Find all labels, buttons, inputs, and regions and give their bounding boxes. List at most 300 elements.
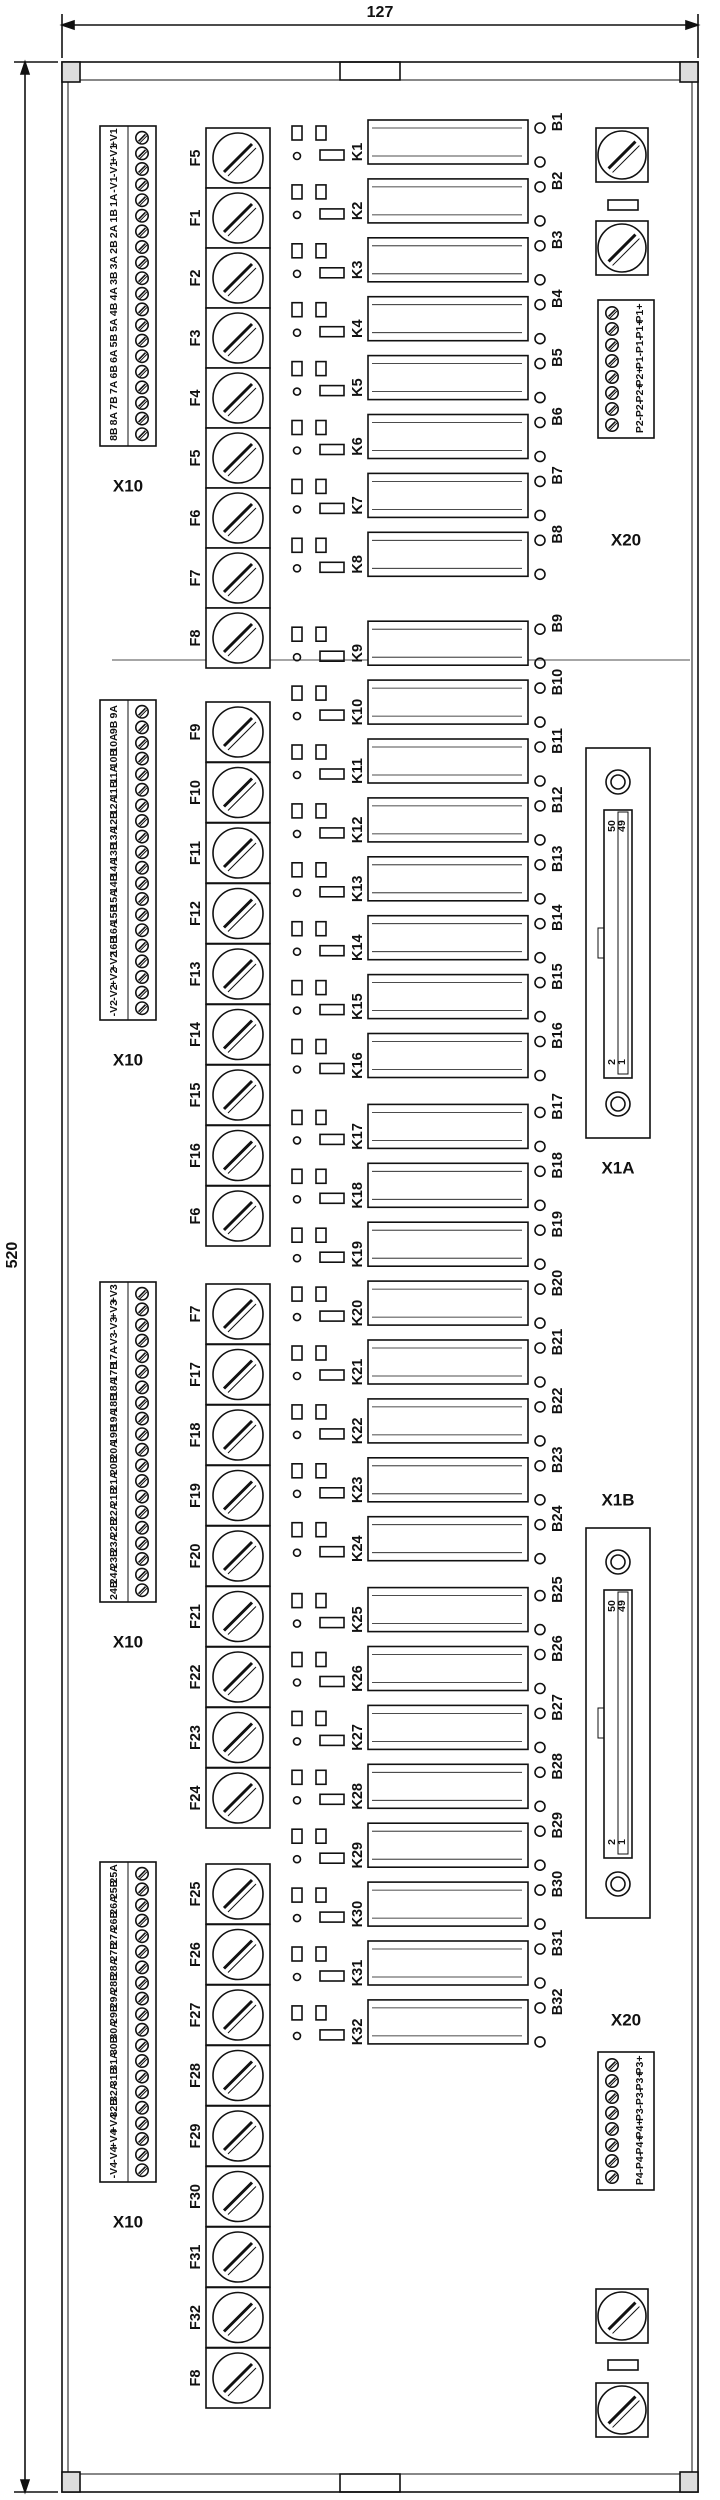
led-indicator-icon	[535, 1826, 545, 1836]
led-indicator-icon	[535, 182, 545, 192]
terminal-label: 5B	[108, 333, 120, 348]
diode-component	[292, 1110, 302, 1124]
terminal-block-title: X10	[112, 476, 144, 496]
diode-component	[292, 1169, 302, 1183]
relay-label: K11	[350, 758, 366, 784]
contact-dot-icon	[294, 1255, 301, 1262]
terminal-screw-icon	[606, 307, 618, 319]
contact-dot-icon	[294, 329, 301, 336]
relay-label: K19	[350, 1240, 366, 1268]
resistor-component	[320, 268, 344, 278]
relay-body	[368, 1034, 528, 1078]
diode-component	[292, 1947, 302, 1961]
relay-channel	[292, 669, 566, 727]
relay-channel	[292, 963, 566, 1021]
relay-body	[368, 975, 528, 1019]
diode-component	[316, 1947, 326, 1961]
relay-channel	[292, 1576, 566, 1634]
fuse-label: F5	[188, 449, 204, 467]
relay-label: K2	[350, 201, 366, 221]
led-indicator-icon	[535, 476, 545, 486]
terminal-screw-icon	[136, 1303, 148, 1315]
relay-label: K25	[350, 1606, 366, 1633]
terminal-block-title: X10	[112, 2212, 144, 2232]
fuse-label: F19	[188, 1483, 204, 1508]
x20-terminal-label: P1-	[634, 336, 646, 354]
fuse-holder	[188, 1864, 270, 1924]
relay-channel	[292, 1930, 566, 1988]
led-indicator-icon	[535, 1166, 545, 1176]
led-label: B30	[550, 1870, 566, 1898]
relay-body	[368, 415, 528, 459]
terminal-label: 4A	[108, 287, 120, 301]
terminal-label: 20A	[108, 1440, 120, 1460]
fuse-label: F22	[188, 1664, 204, 1690]
terminal-screw-icon	[136, 2102, 148, 2114]
contact-dot-icon	[294, 1373, 301, 1380]
fuse-holder	[188, 308, 270, 368]
fuse-screw-cap-icon	[213, 1010, 263, 1060]
led-indicator-icon	[535, 452, 545, 462]
resistor-component	[320, 503, 344, 513]
terminal-screw-icon	[136, 1992, 148, 2004]
led-indicator-icon	[535, 624, 545, 634]
terminal-screw-icon	[136, 2164, 148, 2176]
led-indicator-icon	[535, 1684, 545, 1694]
relay-label: K10	[350, 698, 366, 726]
relay-channel	[292, 1329, 566, 1387]
terminal-screw-icon	[136, 2055, 148, 2067]
diode-component	[292, 686, 302, 700]
x20-terminal-label: P1+	[634, 319, 646, 339]
terminal-screw-icon	[136, 971, 148, 983]
fuse-holder	[188, 128, 270, 188]
fuse-label: F10	[188, 780, 204, 805]
terminal-screw-icon	[606, 2155, 618, 2167]
fuse-label: F30	[188, 2184, 204, 2209]
led-label: B24	[550, 1505, 566, 1533]
fuse-label: F12	[188, 901, 204, 926]
x20-terminal-label: P3+	[634, 2055, 646, 2075]
fuse-screw-cap-icon	[213, 2353, 263, 2403]
terminal-label: -V2	[108, 984, 120, 1001]
contact-dot-icon	[294, 388, 301, 395]
diode-component	[316, 1110, 326, 1124]
relay-body	[368, 2000, 528, 2044]
x20-terminal-label: P4-	[634, 2152, 646, 2170]
relay-label: K32	[350, 2018, 366, 2046]
terminal-label: 17A	[108, 1346, 120, 1366]
fuse-holder	[188, 608, 270, 668]
fuse-screw-cap-icon	[213, 889, 263, 939]
terminal-block-x10-2	[100, 700, 156, 1070]
relay-channel	[292, 1093, 566, 1151]
terminal-label: 22B	[108, 1518, 120, 1538]
led-indicator-icon	[535, 742, 545, 752]
contact-dot-icon	[294, 1738, 301, 1745]
terminal-label: 20B	[108, 1455, 120, 1476]
terminal-screw-icon	[606, 323, 618, 335]
diode-component	[292, 1346, 302, 1360]
fuse-screw-cap-icon	[213, 1930, 263, 1980]
resistor-component	[320, 1005, 344, 1015]
resistor-component	[320, 327, 344, 337]
terminal-label: 2B	[108, 240, 120, 254]
fuse-screw-cap-icon	[213, 1713, 263, 1763]
relay-body	[368, 1222, 528, 1266]
relay-channel	[292, 1152, 566, 1210]
terminal-label: 10B	[108, 748, 120, 769]
led-indicator-icon	[535, 683, 545, 693]
resistor-component	[320, 2030, 344, 2040]
terminal-screw-icon	[136, 1930, 148, 1942]
terminal-label: 21A	[108, 1471, 120, 1491]
led-indicator-icon	[535, 1520, 545, 1530]
fuse-holder	[188, 823, 270, 883]
terminal-screw-icon	[136, 194, 148, 206]
led-indicator-icon	[535, 418, 545, 428]
terminal-block-x10-3	[100, 1282, 156, 1652]
terminal-label: 19B	[108, 1424, 120, 1444]
fuse-label: F26	[188, 1942, 204, 1967]
terminal-screw-icon	[606, 2107, 618, 2119]
connector-x1b-title: X1B	[601, 1490, 635, 1510]
relay-label: K29	[350, 1841, 366, 1869]
relay-body	[368, 680, 528, 724]
terminal-label: 17B	[108, 1362, 120, 1382]
led-indicator-icon	[535, 1495, 545, 1505]
diode-component	[316, 2006, 326, 2020]
led-indicator-icon	[535, 1402, 545, 1412]
diode-component	[316, 686, 326, 700]
terminal-screw-icon	[606, 355, 618, 367]
fuse-screw-cap-icon	[213, 1191, 263, 1241]
resistor-component	[320, 1488, 344, 1498]
relay-body	[368, 1588, 528, 1632]
contact-dot-icon	[294, 1797, 301, 1804]
terminal-label: 2A	[108, 224, 120, 239]
potentiometer-icon	[598, 131, 646, 179]
terminal-label: 28B	[108, 1973, 120, 1993]
diode-component	[316, 922, 326, 936]
relay-body	[368, 1458, 528, 1502]
relay-body	[368, 1399, 528, 1443]
terminal-block-x10-1	[100, 126, 156, 496]
relay-channel	[292, 1505, 566, 1563]
x20-terminal-label: P3-	[634, 2088, 646, 2106]
terminal-screw-icon	[136, 132, 148, 144]
pin-label: 1	[616, 1059, 628, 1065]
led-label: B5	[550, 348, 566, 367]
led-indicator-icon	[535, 535, 545, 545]
terminal-label: 13B	[108, 842, 120, 862]
terminal-label: 30A	[108, 2020, 120, 2040]
fuse-screw-cap-icon	[213, 1410, 263, 1460]
contact-dot-icon	[294, 889, 301, 896]
resistor-component	[320, 1429, 344, 1439]
relay-channel	[292, 1694, 566, 1752]
terminal-screw-icon	[136, 1334, 148, 1346]
terminal-screw-icon	[136, 1366, 148, 1378]
x20-bottom	[596, 2011, 654, 2438]
terminal-screw-icon	[606, 2139, 618, 2151]
fuse-holder	[188, 1708, 270, 1768]
diode-component	[316, 1711, 326, 1725]
led-label: B4	[550, 289, 566, 308]
terminal-label: 4B	[108, 302, 120, 317]
resistor-component	[320, 769, 344, 779]
fuse-holder	[188, 1345, 270, 1405]
relay-channel	[292, 1446, 566, 1504]
led-label: B31	[550, 1929, 566, 1957]
diode-component	[292, 1770, 302, 1784]
led-indicator-icon	[535, 1885, 545, 1895]
led-indicator-icon	[535, 1650, 545, 1660]
resistor-component	[320, 386, 344, 396]
led-indicator-icon	[535, 1037, 545, 1047]
led-indicator-icon	[535, 1767, 545, 1777]
contact-dot-icon	[294, 211, 301, 218]
relay-bank	[292, 113, 566, 2047]
x20-bottom-title: X20	[610, 2010, 642, 2030]
led-label: B25	[550, 1576, 566, 1603]
terminal-label: -V4	[108, 2146, 120, 2163]
led-indicator-icon	[535, 1377, 545, 1387]
diode-component	[316, 627, 326, 641]
terminal-screw-icon	[606, 339, 618, 351]
led-indicator-icon	[535, 241, 545, 251]
terminal-label: 22A	[108, 1502, 120, 1522]
relay-label: K12	[350, 816, 366, 844]
terminal-screw-icon	[136, 830, 148, 842]
terminal-label: +V2	[108, 967, 120, 987]
terminal-label: +V3	[108, 1299, 120, 1319]
terminal-label: 12A	[108, 795, 120, 816]
relay-body	[368, 1882, 528, 1926]
terminal-label: 14B	[108, 873, 120, 894]
diode-component	[292, 1829, 302, 1843]
connector-x1a	[586, 748, 650, 1178]
diode-component	[292, 863, 302, 877]
led-indicator-icon	[535, 1801, 545, 1811]
terminal-screw-icon	[136, 1444, 148, 1456]
x20-top-title: X20	[610, 530, 642, 550]
led-label: B3	[550, 230, 566, 250]
fuse-screw-cap-icon	[213, 768, 263, 818]
terminal-screw-icon	[136, 1428, 148, 1440]
led-indicator-icon	[535, 510, 545, 520]
diode-component	[316, 362, 326, 376]
fuse-screw-cap-icon	[213, 1131, 263, 1181]
terminal-screw-icon	[136, 366, 148, 378]
resistor-component	[320, 946, 344, 956]
x20-terminal-label: P2+	[634, 367, 646, 387]
relay-label: K21	[350, 1358, 366, 1386]
led-indicator-icon	[535, 1225, 545, 1235]
terminal-screw-icon	[136, 862, 148, 874]
contact-dot-icon	[294, 447, 301, 454]
resistor-component	[320, 1677, 344, 1687]
fuse-label: F14	[188, 1022, 204, 1047]
contact-dot-icon	[294, 1490, 301, 1497]
relay-body	[368, 120, 528, 164]
diode-component	[316, 1888, 326, 1902]
diode-component	[316, 185, 326, 199]
terminal-label: 29B	[108, 2004, 120, 2024]
terminal-screw-icon	[136, 256, 148, 268]
led-label: B23	[550, 1446, 566, 1474]
terminal-screw-icon	[136, 955, 148, 967]
fuse-holder	[188, 1925, 270, 1985]
led-label: B9	[550, 613, 566, 633]
resistor-component	[320, 710, 344, 720]
relay-label: K27	[350, 1724, 366, 1751]
terminal-label: 12B	[108, 811, 120, 831]
relay-body	[368, 739, 528, 783]
terminal-screw-icon	[606, 403, 618, 415]
relay-channel	[292, 407, 566, 461]
terminal-block-title: X10	[112, 1050, 144, 1070]
terminal-label: 15A	[108, 889, 120, 909]
diode-component	[316, 303, 326, 317]
fuse-holder	[188, 763, 270, 823]
terminal-screw-icon	[136, 1412, 148, 1424]
led-indicator-icon	[535, 1071, 545, 1081]
relay-label: K13	[350, 875, 366, 903]
x20-terminal-label: P2+	[634, 383, 646, 403]
relay-label: K6	[350, 437, 366, 456]
fuse-holder	[188, 884, 270, 944]
fuse-label: F1	[188, 209, 204, 227]
terminal-screw-icon	[136, 1459, 148, 1471]
led-label: B1	[550, 112, 566, 132]
led-indicator-icon	[535, 860, 545, 870]
contact-dot-icon	[294, 1066, 301, 1073]
terminal-screw-icon	[136, 877, 148, 889]
terminal-screw-icon	[136, 303, 148, 315]
relay-label: K24	[350, 1535, 366, 1563]
terminal-screw-icon	[136, 428, 148, 440]
diode-component	[292, 745, 302, 759]
diode-component	[292, 303, 302, 317]
relay-label: K31	[350, 1959, 366, 1987]
relay-channel	[292, 1022, 566, 1080]
led-label: B18	[550, 1151, 566, 1179]
terminal-screw-icon	[136, 1961, 148, 1973]
relay-body	[368, 1281, 528, 1325]
terminal-screw-icon	[136, 2070, 148, 2082]
terminal-screw-icon	[136, 178, 148, 190]
terminal-label: 18B	[108, 1393, 120, 1413]
fuse-screw-cap-icon	[213, 193, 263, 243]
terminal-label: 23A	[108, 1533, 120, 1554]
led-indicator-icon	[535, 1259, 545, 1269]
diode-component	[316, 421, 326, 435]
fuse-holder	[188, 1768, 270, 1828]
terminal-screw-icon	[136, 799, 148, 811]
diode-component	[292, 1523, 302, 1537]
led-indicator-icon	[535, 393, 545, 403]
terminal-screw-icon	[136, 986, 148, 998]
contact-dot-icon	[294, 1679, 301, 1686]
diode-component	[316, 1346, 326, 1360]
terminal-label: 26A	[108, 1895, 120, 1915]
fuse-label: F24	[188, 1785, 204, 1811]
terminal-label: 3A	[108, 255, 120, 270]
led-indicator-icon	[535, 919, 545, 929]
resistor-component	[320, 1547, 344, 1557]
terminal-label: 16A	[108, 920, 120, 940]
fuse-holder	[188, 2046, 270, 2106]
terminal-label: 5A	[108, 318, 120, 332]
relay-body	[368, 473, 528, 517]
contact-dot-icon	[294, 270, 301, 277]
fuse-screw-cap-icon	[213, 828, 263, 878]
diode-component	[292, 244, 302, 258]
resistor-component	[320, 1064, 344, 1074]
led-indicator-icon	[535, 157, 545, 167]
diode-component	[292, 362, 302, 376]
diode-component	[292, 479, 302, 493]
resistor-component	[320, 562, 344, 572]
fuse-screw-cap-icon	[213, 493, 263, 543]
led-indicator-icon	[535, 1318, 545, 1328]
fuse-label: F27	[188, 2002, 204, 2028]
mini-fuse	[608, 200, 638, 210]
fuse-label: F11	[188, 840, 204, 866]
fuse-label: F17	[188, 1362, 204, 1387]
terminal-screw-icon	[136, 924, 148, 936]
led-indicator-icon	[535, 1436, 545, 1446]
fuse-screw-cap-icon	[213, 1652, 263, 1702]
x20-terminal-label: P2-	[634, 400, 646, 418]
relay-label: K3	[350, 260, 366, 280]
contact-dot-icon	[294, 948, 301, 955]
diode-component	[292, 627, 302, 641]
diode-component	[292, 1464, 302, 1478]
resistor-component	[320, 1912, 344, 1922]
fuse-screw-cap-icon	[213, 2172, 263, 2222]
diode-component	[292, 1711, 302, 1725]
fuse-holder	[188, 702, 270, 762]
terminal-label: 7B	[108, 396, 120, 410]
fuse-holders	[188, 128, 270, 2408]
diode-component	[292, 538, 302, 552]
fuse-label: F23	[188, 1725, 204, 1750]
contact-dot-icon	[294, 1620, 301, 1627]
led-indicator-icon	[535, 275, 545, 285]
fuse-screw-cap-icon	[213, 1289, 263, 1339]
led-label: B10	[550, 668, 566, 696]
diode-component	[292, 2006, 302, 2020]
relay-body	[368, 532, 528, 576]
relay-body	[368, 356, 528, 400]
fuse-holder	[188, 1005, 270, 1065]
relay-channel	[292, 172, 566, 226]
terminal-screw-icon	[136, 210, 148, 222]
led-label: B2	[550, 171, 566, 191]
relay-label: K20	[350, 1299, 366, 1327]
terminal-label: 3B	[108, 271, 120, 285]
terminal-label: 32A	[108, 2082, 120, 2102]
resistor-component	[320, 1134, 344, 1144]
x20-terminal-label: P4-	[634, 2168, 646, 2186]
terminal-screw-icon	[136, 1883, 148, 1895]
terminal-screw-icon	[136, 815, 148, 827]
contact-dot-icon	[294, 1007, 301, 1014]
fuse-holder	[188, 1284, 270, 1344]
terminal-label: 18A	[108, 1377, 120, 1398]
